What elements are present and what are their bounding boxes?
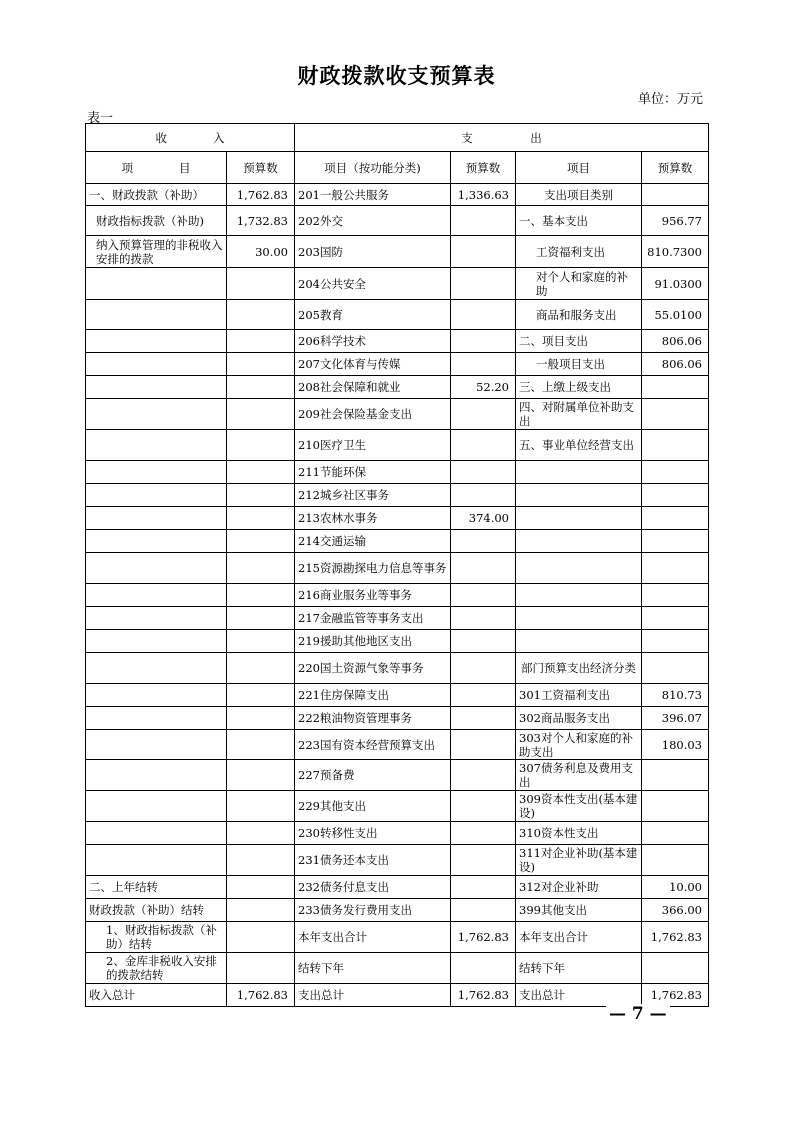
- income-budget-cell: [227, 507, 295, 530]
- expense-budget-cell: 10.00: [642, 876, 709, 899]
- function-item-cell: 217金融监管等事务支出: [295, 607, 451, 630]
- table-row: [86, 684, 709, 707]
- table-row: [86, 268, 709, 300]
- function-item-cell: 211节能环保: [295, 461, 451, 484]
- income-budget-cell: [227, 376, 295, 399]
- function-item-cell: 231债务还本支出: [295, 845, 451, 876]
- expense-header: 支 出: [295, 124, 709, 152]
- income-budget-cell: [227, 584, 295, 607]
- income-budget-cell: [227, 353, 295, 376]
- income-item-cell: [86, 430, 227, 461]
- income-budget-cell: [227, 653, 295, 684]
- income-item-cell: [86, 553, 227, 584]
- function-item-cell: 205教育: [295, 300, 451, 330]
- income-item-cell: 财政拨款（补助）结转: [86, 899, 227, 922]
- expense-item-cell: [516, 630, 642, 653]
- expense-item-cell: 一、基本支出: [516, 206, 642, 236]
- table-row: [86, 760, 709, 791]
- income-budget-cell: 1,762.83: [227, 184, 295, 206]
- function-budget-cell: [451, 236, 516, 268]
- income-budget-cell: [227, 845, 295, 876]
- expense-budget-cell: [642, 760, 709, 791]
- income-budget-cell: [227, 791, 295, 822]
- col-header-expense-budget: 预算数: [642, 152, 709, 184]
- income-item-cell: [86, 507, 227, 530]
- expense-budget-cell: 55.0100: [642, 300, 709, 330]
- function-budget-cell: 1,762.83: [451, 984, 516, 1007]
- expense-item-cell: 四、对附属单位补助支出: [516, 399, 642, 430]
- table-row: [86, 507, 709, 530]
- expense-budget-cell: [642, 184, 709, 206]
- function-item-cell: 214交通运输: [295, 530, 451, 553]
- table-row: [86, 206, 709, 236]
- col-header-income-item: 项 目: [86, 152, 227, 184]
- expense-budget-cell: 396.07: [642, 707, 709, 730]
- expense-budget-cell: [642, 791, 709, 822]
- function-budget-cell: [451, 399, 516, 430]
- expense-item-cell: 本年支出合计: [516, 922, 642, 953]
- income-item-cell: [86, 399, 227, 430]
- expense-item-cell: [516, 461, 642, 484]
- expense-item-cell: [516, 584, 642, 607]
- function-budget-cell: [451, 584, 516, 607]
- function-item-cell: 212城乡社区事务: [295, 484, 451, 507]
- function-budget-cell: 374.00: [451, 507, 516, 530]
- function-item-cell: 210医疗卫生: [295, 430, 451, 461]
- expense-budget-cell: [642, 376, 709, 399]
- function-item-cell: 227预备费: [295, 760, 451, 791]
- income-budget-cell: 30.00: [227, 236, 295, 268]
- income-budget-cell: [227, 953, 295, 984]
- function-budget-cell: [451, 268, 516, 300]
- function-item-cell: 216商业服务业等事务: [295, 584, 451, 607]
- table-row: [86, 630, 709, 653]
- income-item-cell: [86, 330, 227, 353]
- income-item-cell: [86, 730, 227, 760]
- income-budget-cell: [227, 876, 295, 899]
- table-row: [86, 730, 709, 760]
- table-row: [86, 791, 709, 822]
- income-item-cell: [86, 653, 227, 684]
- col-header-income-budget: 预算数: [227, 152, 295, 184]
- expense-item-cell: 支出总计: [516, 984, 642, 1007]
- table-row: [86, 376, 709, 399]
- unit-label: 单位：万元: [637, 92, 703, 107]
- expense-budget-cell: [642, 484, 709, 507]
- income-budget-cell: [227, 461, 295, 484]
- function-budget-cell: 1,336.63: [451, 184, 516, 206]
- income-item-cell: 二、上年结转: [86, 876, 227, 899]
- expense-item-cell: 301工资福利支出: [516, 684, 642, 707]
- function-budget-cell: [451, 822, 516, 845]
- function-budget-cell: [451, 353, 516, 376]
- col-header-expense-item: 项目: [516, 152, 642, 184]
- expense-budget-cell: 956.77: [642, 206, 709, 236]
- function-item-cell: 203国防: [295, 236, 451, 268]
- function-budget-cell: [451, 653, 516, 684]
- income-budget-cell: [227, 922, 295, 953]
- table-row: [86, 461, 709, 484]
- function-budget-cell: 52.20: [451, 376, 516, 399]
- function-budget-cell: [451, 553, 516, 584]
- function-budget-cell: [451, 530, 516, 553]
- expense-budget-cell: [642, 507, 709, 530]
- expense-budget-cell: 806.06: [642, 330, 709, 353]
- expense-budget-cell: [642, 822, 709, 845]
- function-item-cell: 本年支出合计: [295, 922, 451, 953]
- function-budget-cell: [451, 845, 516, 876]
- expense-item-cell: [516, 484, 642, 507]
- function-item-cell: 220国土资源气象等事务: [295, 653, 451, 684]
- table-row: [86, 530, 709, 553]
- table-row: [86, 330, 709, 353]
- function-item-cell: 221住房保障支出: [295, 684, 451, 707]
- expense-item-cell: 311对企业补助(基本建设): [516, 845, 642, 876]
- income-item-cell: [86, 684, 227, 707]
- expense-budget-cell: [642, 461, 709, 484]
- expense-budget-cell: [642, 653, 709, 684]
- income-item-cell: [86, 707, 227, 730]
- function-item-cell: 215资源勘探电力信息等事务: [295, 553, 451, 584]
- table-row: [86, 899, 709, 922]
- function-budget-cell: [451, 607, 516, 630]
- expense-item-cell: 结转下年: [516, 953, 642, 984]
- income-budget-cell: [227, 822, 295, 845]
- function-item-cell: 206科学技术: [295, 330, 451, 353]
- function-item-cell: 229其他支出: [295, 791, 451, 822]
- table-row: [86, 236, 709, 268]
- income-budget-cell: [227, 430, 295, 461]
- expense-item-cell: [516, 607, 642, 630]
- function-item-cell: 207文化体育与传媒: [295, 353, 451, 376]
- expense-item-cell: [516, 507, 642, 530]
- expense-budget-cell: [642, 399, 709, 430]
- function-item-cell: 201一般公共服务: [295, 184, 451, 206]
- function-item-cell: 233债务发行费用支出: [295, 899, 451, 922]
- income-item-cell: [86, 376, 227, 399]
- expense-budget-cell: 91.0300: [642, 268, 709, 300]
- expense-item-cell: 399其他支出: [516, 899, 642, 922]
- expense-item-cell: [516, 530, 642, 553]
- expense-item-cell: 五、事业单位经营支出: [516, 430, 642, 461]
- income-item-cell: 2、金库非税收入安排的拨款结转: [86, 953, 227, 984]
- table-row: [86, 607, 709, 630]
- income-item-cell: 财政指标拨款（补助): [86, 206, 227, 236]
- income-budget-cell: [227, 707, 295, 730]
- income-item-cell: 收入总计: [86, 984, 227, 1007]
- table-row: [86, 484, 709, 507]
- col-header-function-item: 项目（按功能分类): [295, 152, 451, 184]
- page-number: — 7 —: [606, 1004, 670, 1024]
- function-budget-cell: [451, 484, 516, 507]
- budget-table: [85, 123, 709, 1007]
- income-budget-cell: 1,732.83: [227, 206, 295, 236]
- function-budget-cell: [451, 953, 516, 984]
- income-budget-cell: [227, 607, 295, 630]
- expense-budget-cell: [642, 953, 709, 984]
- income-header: 收 入: [86, 124, 295, 152]
- table-row: [86, 653, 709, 684]
- expense-budget-cell: 1,762.83: [642, 984, 709, 1007]
- expense-item-cell: 三、上缴上级支出: [516, 376, 642, 399]
- page-title: 财政拨款收支预算表: [297, 63, 496, 88]
- income-item-cell: 1、财政指标拨款（补助）结转: [86, 922, 227, 953]
- function-budget-cell: [451, 330, 516, 353]
- function-budget-cell: [451, 876, 516, 899]
- expense-budget-cell: [642, 845, 709, 876]
- function-budget-cell: [451, 300, 516, 330]
- income-budget-cell: [227, 399, 295, 430]
- function-budget-cell: [451, 206, 516, 236]
- expense-item-cell: 工资福利支出: [516, 236, 642, 268]
- income-item-cell: [86, 845, 227, 876]
- function-budget-cell: [451, 461, 516, 484]
- income-item-cell: [86, 268, 227, 300]
- function-item-cell: 223国有资本经营预算支出: [295, 730, 451, 760]
- expense-item-cell: 对个人和家庭的补助: [516, 268, 642, 300]
- expense-item-cell: 307债务利息及费用支出: [516, 760, 642, 791]
- expense-budget-cell: 810.7300: [642, 236, 709, 268]
- function-budget-cell: [451, 707, 516, 730]
- function-budget-cell: [451, 760, 516, 791]
- income-budget-cell: [227, 684, 295, 707]
- col-header-function-budget: 预算数: [451, 152, 516, 184]
- function-item-cell: 202外交: [295, 206, 451, 236]
- expense-budget-cell: 180.03: [642, 730, 709, 760]
- function-item-cell: 219援助其他地区支出: [295, 630, 451, 653]
- expense-budget-cell: [642, 530, 709, 553]
- table-row: [86, 184, 709, 206]
- income-budget-cell: [227, 530, 295, 553]
- function-budget-cell: [451, 430, 516, 461]
- expense-item-cell: 一般项目支出: [516, 353, 642, 376]
- income-budget-cell: [227, 268, 295, 300]
- table-row: [86, 584, 709, 607]
- income-item-cell: [86, 791, 227, 822]
- function-budget-cell: [451, 684, 516, 707]
- function-budget-cell: [451, 630, 516, 653]
- income-budget-cell: [227, 484, 295, 507]
- expense-item-cell: 商品和服务支出: [516, 300, 642, 330]
- function-budget-cell: [451, 730, 516, 760]
- income-item-cell: [86, 353, 227, 376]
- expense-budget-cell: 806.06: [642, 353, 709, 376]
- function-budget-cell: [451, 899, 516, 922]
- expense-budget-cell: 366.00: [642, 899, 709, 922]
- function-item-cell: 232债务付息支出: [295, 876, 451, 899]
- function-item-cell: 222粮油物资管理事务: [295, 707, 451, 730]
- income-budget-cell: [227, 630, 295, 653]
- expense-budget-cell: 1,762.83: [642, 922, 709, 953]
- expense-budget-cell: [642, 584, 709, 607]
- income-budget-cell: 1,762.83: [227, 984, 295, 1007]
- table-row: [86, 707, 709, 730]
- function-item-cell: 230转移性支出: [295, 822, 451, 845]
- table-row: [86, 553, 709, 584]
- expense-item-cell: 303对个人和家庭的补助支出: [516, 730, 642, 760]
- income-item-cell: [86, 760, 227, 791]
- table-row: [86, 922, 709, 953]
- income-budget-cell: [227, 300, 295, 330]
- table-row: [86, 353, 709, 376]
- income-item-cell: [86, 584, 227, 607]
- expense-budget-cell: [642, 630, 709, 653]
- expense-item-cell: [516, 553, 642, 584]
- table-row: [86, 845, 709, 876]
- function-budget-cell: 1,762.83: [451, 922, 516, 953]
- function-item-cell: 208社会保障和就业: [295, 376, 451, 399]
- income-budget-cell: [227, 899, 295, 922]
- table-row: [86, 876, 709, 899]
- table-row: [86, 300, 709, 330]
- expense-item-cell: 二、项目支出: [516, 330, 642, 353]
- table-row: [86, 822, 709, 845]
- expense-item-cell: 支出项目类别: [516, 184, 642, 206]
- income-budget-cell: [227, 330, 295, 353]
- income-budget-cell: [227, 760, 295, 791]
- income-item-cell: 纳入预算管理的非税收入安排的拨款: [86, 236, 227, 268]
- income-item-cell: 一、财政拨款（补助）: [86, 184, 227, 206]
- income-item-cell: [86, 484, 227, 507]
- function-budget-cell: [451, 791, 516, 822]
- table-row: [86, 430, 709, 461]
- expense-item-cell: 312对企业补助: [516, 876, 642, 899]
- function-item-cell: 209社会保险基金支出: [295, 399, 451, 430]
- income-item-cell: [86, 530, 227, 553]
- function-item-cell: 204公共安全: [295, 268, 451, 300]
- expense-budget-cell: [642, 430, 709, 461]
- income-budget-cell: [227, 730, 295, 760]
- expense-budget-cell: [642, 607, 709, 630]
- function-item-cell: 213农林水事务: [295, 507, 451, 530]
- expense-item-cell: 部门预算支出经济分类: [516, 653, 642, 684]
- income-item-cell: [86, 607, 227, 630]
- expense-item-cell: 302商品服务支出: [516, 707, 642, 730]
- income-item-cell: [86, 461, 227, 484]
- expense-item-cell: 309资本性支出(基本建设): [516, 791, 642, 822]
- table-row: [86, 399, 709, 430]
- expense-budget-cell: 810.73: [642, 684, 709, 707]
- function-item-cell: 支出总计: [295, 984, 451, 1007]
- income-item-cell: [86, 630, 227, 653]
- income-budget-cell: [227, 553, 295, 584]
- income-item-cell: [86, 822, 227, 845]
- table-number: 表一: [87, 111, 114, 126]
- income-item-cell: [86, 300, 227, 330]
- expense-item-cell: 310资本性支出: [516, 822, 642, 845]
- expense-budget-cell: [642, 553, 709, 584]
- table-row: [86, 953, 709, 984]
- function-item-cell: 结转下年: [295, 953, 451, 984]
